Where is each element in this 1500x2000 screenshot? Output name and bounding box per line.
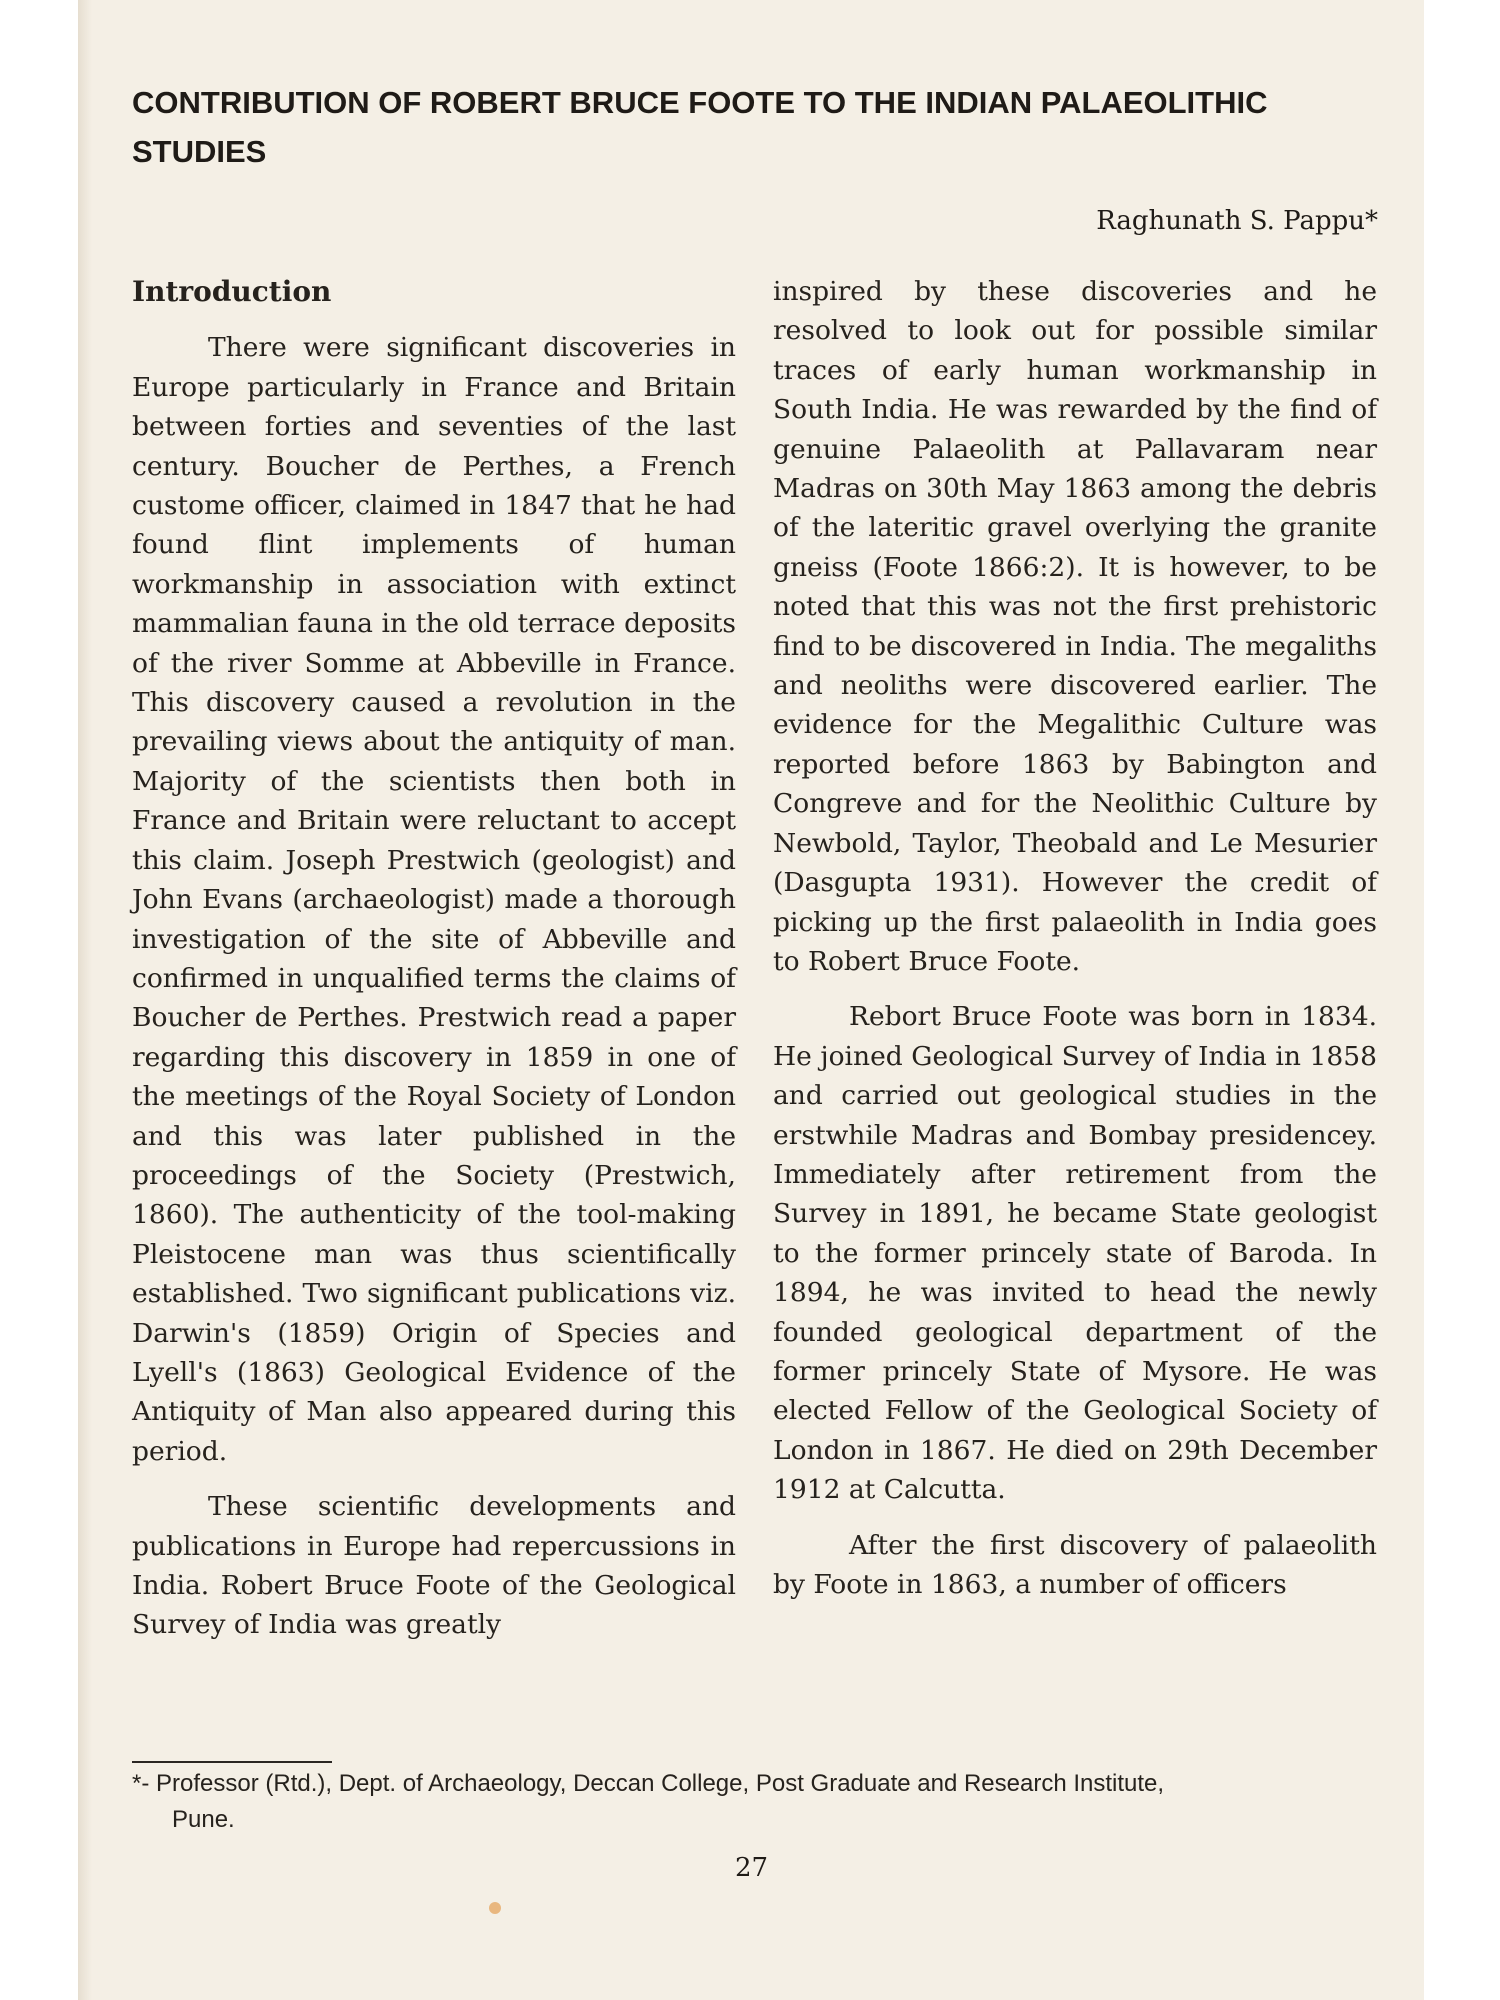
article-title: CONTRIBUTION OF ROBERT BRUCE FOOTE TO THE INDIAN PALAEOLITHIC STUDIES [132, 85, 1268, 169]
footnote-rule [132, 1761, 332, 1763]
footnote [132, 1766, 1382, 1838]
ink-spot [489, 1902, 501, 1914]
paragraph-5: After the first discovery of palaeolith by Foote in 1863, a number of officers [773, 1529, 1377, 1600]
page-edge-shadow [78, 0, 92, 2000]
page-number: 27 [735, 1853, 769, 1883]
left-column [132, 272, 736, 1645]
paragraph-1: There were significant discoveries in Europe particularly in France and Britain between forties and seventies of the last century. Boucher de Perthes, a French custome officer, claimed in 1847 that he had found flint implements of human workmanship in association with extinct mammalian fauna in the old terrace deposits of the river Somme at Abbeville in France. This discovery caused a revolution in the prevailing views about the antiquity of man. Majority of the scientists then both in France and Britain were reluctant to accept this claim. Joseph Prestwich (geologist) and John Evans (archaeologist) made a thorough investigation of the site of Abbeville and confirmed in unqualified terms the claims of Boucher de Perthes. Prestwich read a paper regarding this discovery in 1859 in one of the meetings of the Royal Society of London and this was later published in the proceedings of the Society (Prestwich, 1860). The authenticity of the tool-making Pleistocene man was thus scientifically established. Two significant publications viz. Darwin's (1859) Origin of Species and Lyell's (1863) Geological Evidence of the Antiquity of Man also appeared during this period. [132, 332, 736, 1467]
paragraph-3: inspired by these discoveries and he resolved to look out for possible similar traces of early human workmanship in South India. He was rewarded by the find of genuine Palaeolith at Pallavaram near Madras on 30th May 1863 among the debris of the lateritic gravel overlying the granite gneiss (Foote 1866:2). It is however, to be noted that this was not the first prehistoric find to be discovered in India. The megaliths and neoliths were discovered earlier. The evidence for the Megalithic Culture was reported before 1863 by Babington and Congreve and for the Neolithic Culture by Newbold, Taylor, Theobald and Le Mesurier (Dasgupta 1931). However the credit of picking up the first palaeolith in India goes to Robert Bruce Foote. [773, 276, 1377, 977]
section-heading: Introduction [132, 275, 332, 308]
paragraph-2: These scientific developments and publications in Europe had repercussions in India. Robert Bruce Foote of the Geological Survey of India was greatly [132, 1491, 736, 1641]
footnote-line-1: *- Professor (Rtd.), Dept. of Archaeology, Deccan College, Post Graduate and Research Institute, [132, 1770, 1165, 1797]
right-column [773, 272, 1377, 1604]
author-name: Raghunath S. Pappu* [1096, 206, 1378, 236]
paragraph-4: Rebort Bruce Foote was born in 1834. He joined Geological Survey of India in 1858 and carried out geological studies in the erstwhile Madras and Bombay presidencey. Immediately after retirement from the Survey in 1891, he became State geologist to the former princely state of Baroda. In 1894, he was invited to head the newly founded geological department of the former princely State of Mysore. He was elected Fellow of the Geological Society of London in 1867. He died on 29th December 1912 at Calcutta. [773, 1001, 1377, 1506]
footnote-line-2: Pune. [172, 1806, 235, 1833]
